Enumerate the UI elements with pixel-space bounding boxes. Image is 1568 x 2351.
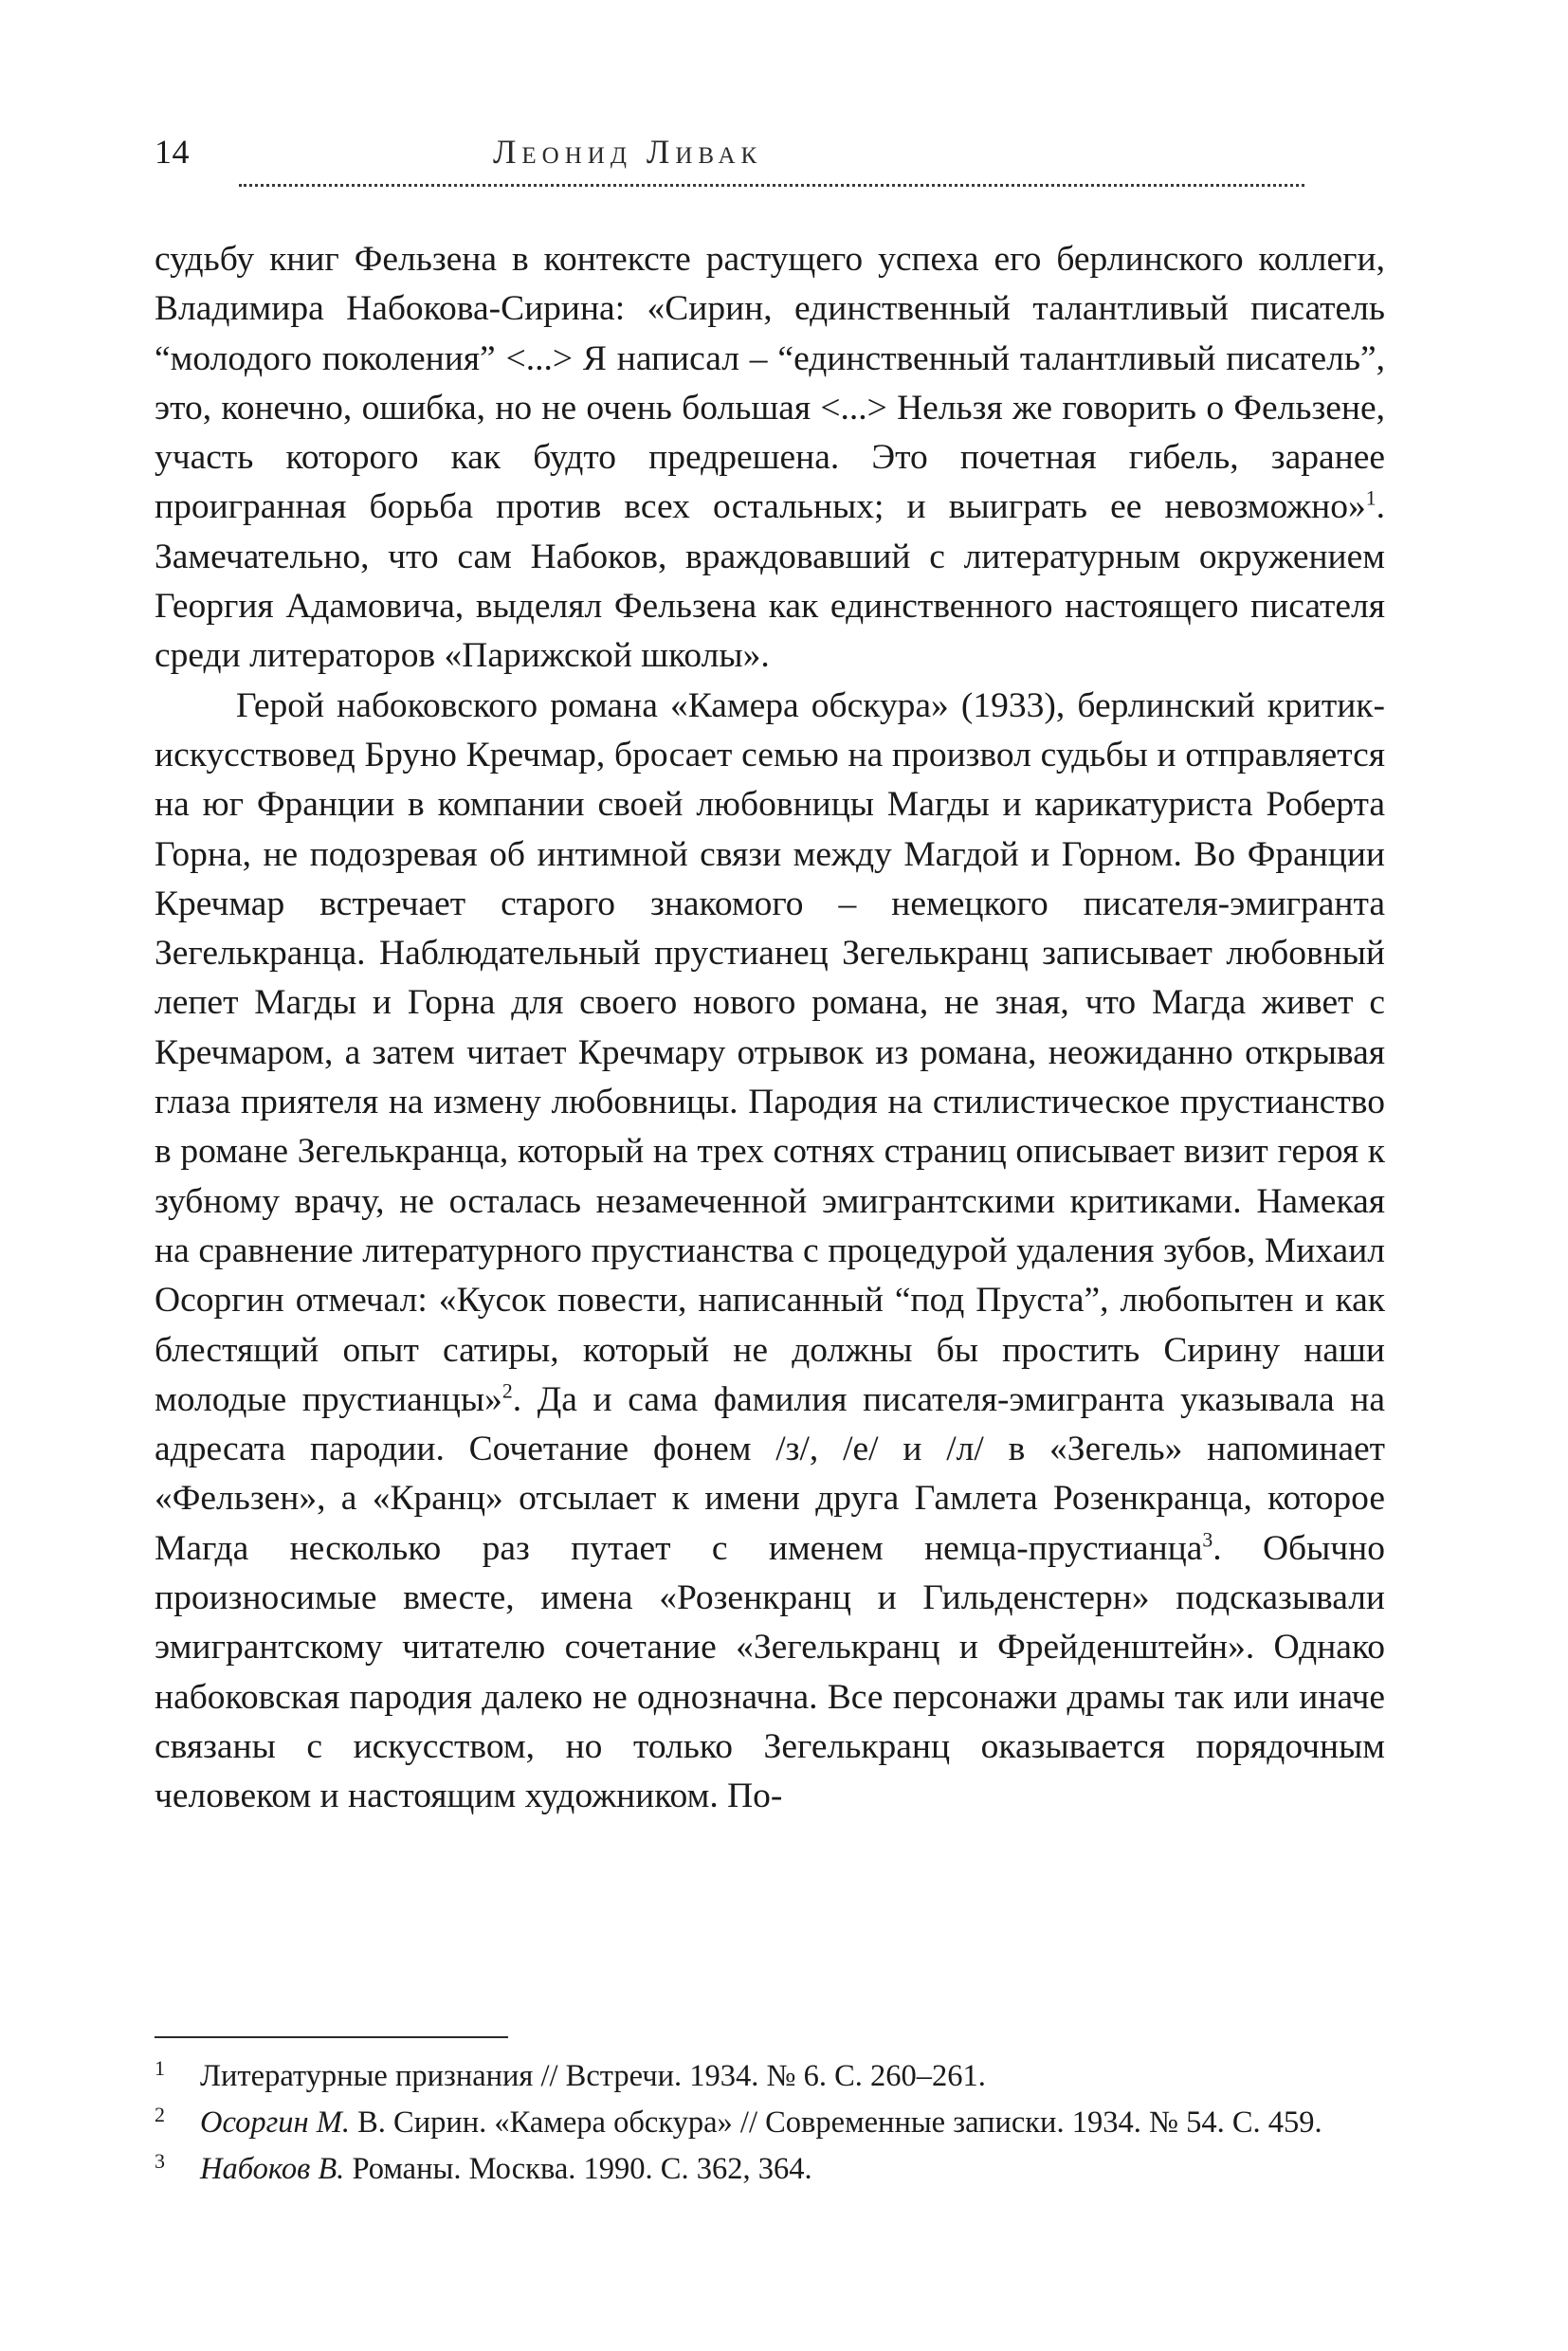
paragraph-continuation [155,235,1385,682]
paragraph-text: . Да и сама фамилия писателя-эмигранта указывала на адресата пародии. Сочетание фонем /з/, /е/ и /л/ в «Зегель» напоминает «Фельзен», а «Кранц» отсылает к имени друга Гамлета Розенкранца, которое Магда несколько раз путает с именем немца-прустианца [155,1379,1385,1568]
footnote [155,2148,1385,2190]
footnote-text: Романы. Москва. 1990. С. 362, 364. [344,2152,812,2186]
footnote [155,2055,1385,2097]
footnote-author: Набоков В. [200,2152,345,2186]
footnote-separator [155,2036,508,2038]
footnote-ref-2: 2 [501,1379,513,1403]
paragraph-text: Герой набоковского романа «Камера обскура» (1933), берлинский критик-искусствовед Бруно Кречмар, бросает семью на произвол судьбы и отправляется на юг Франции в компании своей любовницы Магды и карикатуриста Роберта Горна, не подозревая об интимной связи между Магдой и Горном. Во Франции Кречмар встречает старого знакомого – немецкого писателя-эмигранта Зегелькранца. Наблюдательный прустианец Зегелькранц записывает любовный лепет Магды и Горна для своего нового романа, не зная, что Магда живет с Кречмаром, а затем читает Кречмару отрывок из романа, неожиданно открывая глаза приятеля на измену любовницы. Пародия на стилистическое прустианство в романе Зегелькранца, который на трех сотнях страниц описывает визит героя к зубному врачу, не осталась незамеченной эмигрантскими критиками. Намекая на сравнение литературного прустианства с процедурой удаления зубов, Михаил Осоргин отмечал: «Кусок повести, написанный “под Пруста”, любопытен и как блестящий опыт сатиры, который не должны бы простить Сирину наши молодые прустианцы» [155,685,1385,1419]
paragraph-text: . Замечательно, что сам Набоков, враждовавший с литературным окружением Георгия Адамовича, выделял Фельзена как единственного настоящего писателя среди литераторов «Парижской школы». [155,487,1385,676]
footnote-number: 1 [155,2056,165,2080]
footnote [155,2102,1385,2143]
paragraph [155,682,1385,1822]
footnote-text: В. Сирин. «Камера обскура» // Современные записки. 1934. № 54. С. 459. [349,2105,1322,2140]
footnote-number: 3 [155,2149,165,2173]
main-text [155,235,1385,1822]
footnote-text: Литературные признания // Встречи. 1934. № 6. С. 260–261. [200,2059,986,2093]
footnote-author: Осоргин М. [200,2105,350,2140]
running-head: Леонид Ливак [493,133,763,171]
footnote-ref-3: 3 [1202,1528,1213,1552]
footnote-number: 2 [155,2103,165,2126]
footnote-ref-1: 1 [1365,487,1377,510]
header-dotted-rule [239,184,1304,187]
page-number: 14 [155,133,190,171]
paragraph-text: судьбу книг Фельзена в контексте растущего успеха его берлинского коллеги, Владимира Набокова-Сирина: «Сирин, единственный талантливый писатель “молодого поколения” <...> Я написал – “единственный талантливый писатель”, это, конечно, ошибка, но не очень большая <...> Нельзя же говорить о Фельзене, участь которого как будто предрешена. Это почетная гибель, заранее проигранная борьба против всех остальных; и выиграть ее невозможно» [155,240,1385,527]
paragraph-text: . Обычно произносимые вместе, имена «Розенкранц и Гильденстерн» подсказывали эмигрантскому читателю сочетание «Зегелькранц и Фрейденштейн». Однако набоковская пародия далеко не однозначна. Все персонажи драмы так или иначе связаны с искусством, но только Зегелькранц оказывается порядочным человеком и настоящим художником. По- [155,1528,1385,1816]
footnotes [155,2055,1385,2195]
